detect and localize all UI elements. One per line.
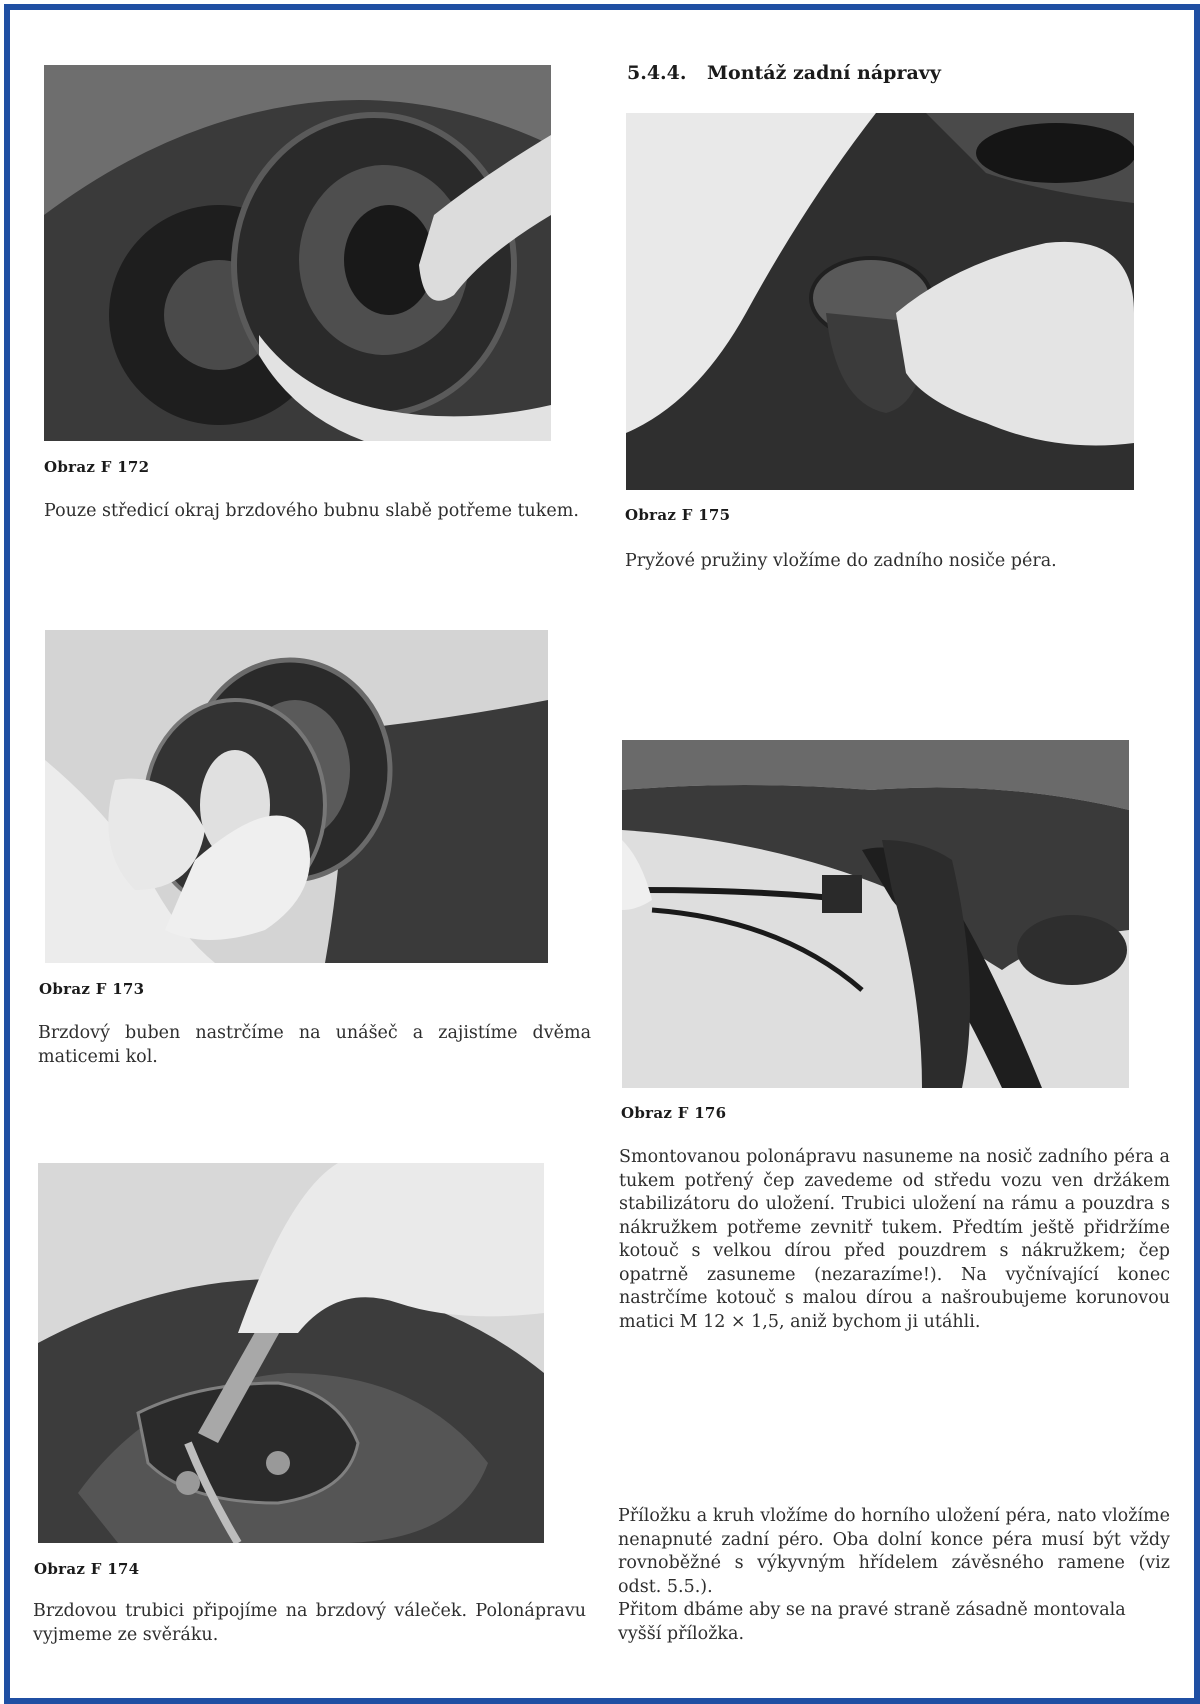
closing-paragraph-1: Příložku a kruh vložíme do horního uložení péra, nato vložíme nenapnuté zadní péro. Oba dolní konce péra musí být vždy rovnoběžné s výkyvným hřídelem závěsného ramene (viz odst. 5.5.). bbox=[618, 1506, 1170, 1597]
photo-f174-brake-pipe-wrench bbox=[38, 1163, 544, 1543]
section-heading bbox=[627, 62, 941, 84]
text-f173: Brzdový buben nastrčíme na unášeč a zajistíme dvěma maticemi kol. bbox=[38, 1023, 591, 1067]
caption-f174: Obraz F 174 bbox=[34, 1560, 140, 1578]
photo-f173-brake-drum-mount bbox=[45, 630, 548, 963]
photo-f176-half-axle-assembly bbox=[622, 740, 1129, 1088]
section-number: 5.4.4. bbox=[627, 62, 687, 84]
text-f176: Smontovanou polonápravu nasuneme na nosič zadního péra a tukem potřený čep zavedeme od středu vozu ven držákem stabilizátoru do uložení. Trubici uložení na rámu a pouzdra s nákružkem potřeme zevnitř tukem. Předtím ještě přidržíme kotouč s velkou dírou před pouzdrem s nákružkem; čep opatrně zasuneme (nezarazíme!). Na vyčnívající konec nastrčíme kotouč s malou dírou a našroubujeme korunovou matici M 12 × 1,5, aniž bychom ji utáhli. bbox=[619, 1147, 1170, 1332]
closing-paragraph-2: Přitom dbáme aby se na pravé straně zásadně montovala vyšší příložka. bbox=[618, 1600, 1126, 1644]
caption-f172: Obraz F 172 bbox=[44, 458, 150, 476]
caption-f176: Obraz F 176 bbox=[621, 1104, 727, 1122]
section-title: Montáž zadní nápravy bbox=[707, 62, 941, 84]
text-f175: Pryžové pružiny vložíme do zadního nosiče péra. bbox=[625, 551, 1057, 571]
text-f174: Brzdovou trubici připojíme na brzdový váleček. Polonápravu vyjmeme ze svěráku. bbox=[33, 1601, 586, 1645]
caption-f173: Obraz F 173 bbox=[39, 980, 145, 998]
photo-f172-brake-drum bbox=[44, 65, 551, 441]
caption-f175: Obraz F 175 bbox=[625, 506, 731, 524]
text-f172: Pouze středicí okraj brzdového bubnu slabě potřeme tukem. bbox=[44, 501, 579, 521]
photo-f175-rubber-springs bbox=[626, 113, 1134, 490]
closing-text bbox=[618, 1505, 1170, 1646]
